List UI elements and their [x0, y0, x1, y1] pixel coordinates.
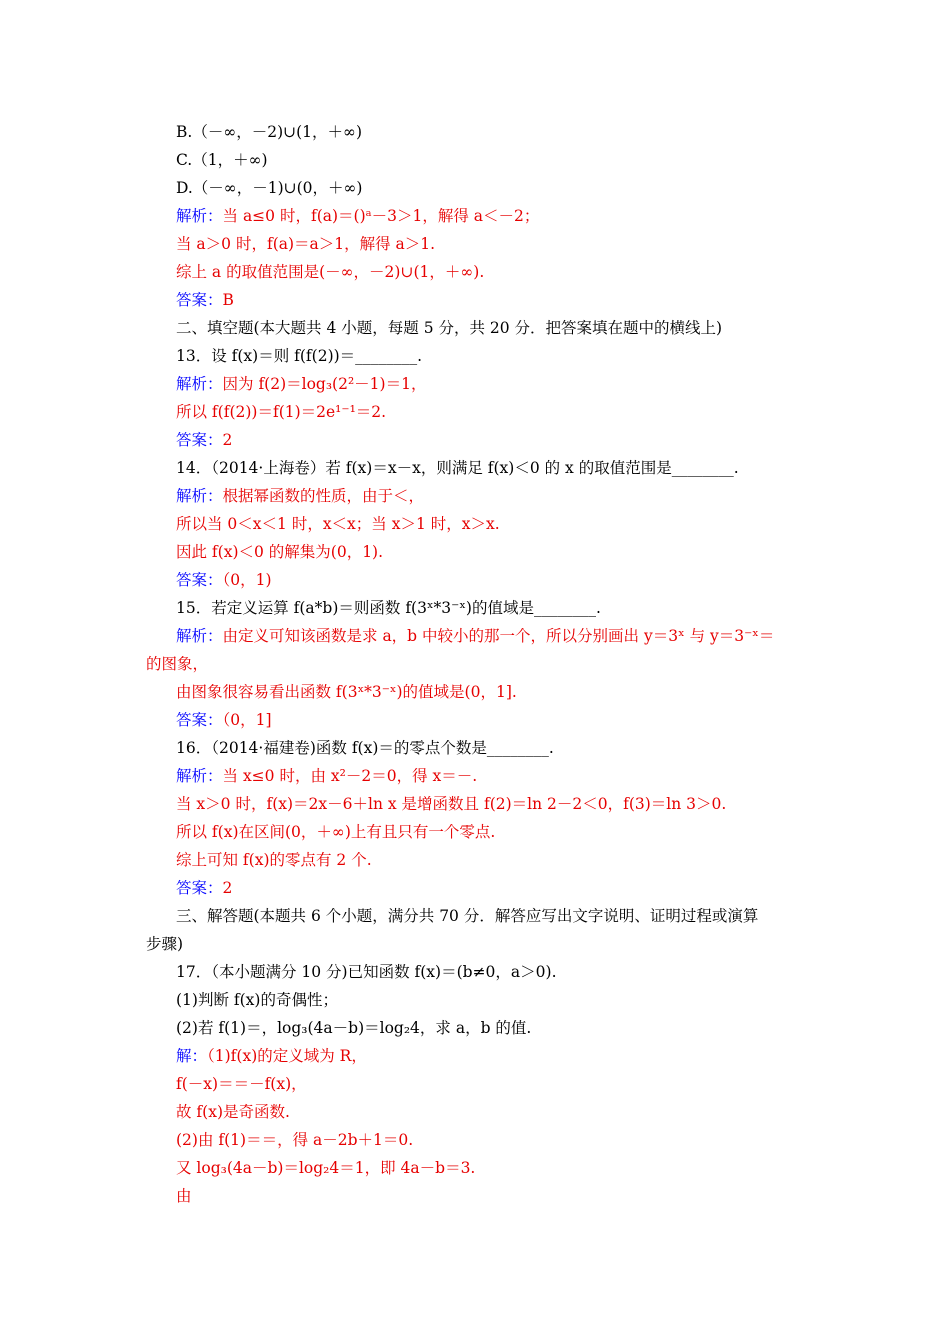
option-c: C.（1，＋∞) [176, 151, 268, 169]
section-heading: 二、填空题(本大题共 4 小题，每题 5 分，共 20 分．把答案填在题中的横线上) [176, 319, 723, 337]
question-17-part1: (1)判断 f(x)的奇偶性； [176, 991, 338, 1009]
question-14: 14．（2014·上海卷）若 f(x)＝x－x，则满足 f(x)＜0 的 x 的取值范围是________. [176, 459, 739, 477]
question-17: 17．（本小题满分 10 分)已知函数 f(x)＝(b≠0，a＞0). [176, 963, 557, 981]
analysis-line: 所以 f(f(2))＝f(1)＝2e¹⁻¹＝2. [176, 403, 387, 421]
question-13: 13．设 f(x)＝则 f(f(2))＝________. [176, 347, 423, 365]
solution-line: 解：（1)f(x)的定义域为 R， [176, 1047, 367, 1065]
solution-line: 由 [176, 1187, 192, 1205]
option-d: D.（－∞，－1)∪(0，＋∞) [176, 179, 363, 197]
analysis-line: 解析：当 x≤0 时，由 x²－2＝0，得 x＝－. [176, 767, 478, 785]
analysis-line: 的图象， [146, 655, 209, 673]
question-15: 15．若定义运算 f(a*b)＝则函数 f(3ˣ*3⁻ˣ)的值域是________. [176, 599, 601, 617]
analysis-line: 解析：当 a≤0 时，f(a)＝()ᵃ－3＞1，解得 a＜－2； [176, 207, 540, 225]
analysis-line: 当 a＞0 时，f(a)＝a＞1，解得 a＞1. [176, 235, 436, 253]
analysis-line: 解析：根据幂函数的性质，由于＜， [176, 487, 425, 505]
analysis-line: 综上 a 的取值范围是(－∞，－2)∪(1，＋∞). [176, 263, 485, 281]
analysis-line: 因此 f(x)＜0 的解集为(0，1). [176, 543, 384, 561]
analysis-line: 所以当 0＜x＜1 时，x＜x；当 x＞1 时，x＞x. [176, 515, 500, 533]
answer-line: 答案：2 [176, 431, 233, 449]
answer-line: 答案：（0，1) [176, 571, 272, 589]
question-17-part2: (2)若 f(1)＝，log₃(4a－b)＝log₂4，求 a，b 的值. [176, 1019, 532, 1037]
option-b: B.（－∞，－2)∪(1，＋∞) [176, 123, 362, 141]
analysis-line: 综上可知 f(x)的零点有 2 个. [176, 851, 372, 869]
section-heading-cont: 步骤) [146, 935, 184, 953]
answer-line: 答案：B [176, 291, 234, 309]
analysis-line: 当 x＞0 时，f(x)＝2x－6＋ln x 是增函数且 f(2)＝ln 2－2＜0，f(3)＝ln 3＞0. [176, 795, 727, 813]
analysis-line: 解析：由定义可知该函数是求 a，b 中较小的那一个，所以分别画出 y＝3ˣ 与 y＝3⁻ˣ＝ [176, 627, 775, 645]
solution-line: 故 f(x)是奇函数. [176, 1103, 290, 1121]
answer-line: 答案：2 [176, 879, 233, 897]
section-heading: 三、解答题(本题共 6 个小题，满分共 70 分．解答应写出文字说明、证明过程或演算 [176, 907, 759, 925]
question-16: 16．（2014·福建卷)函数 f(x)＝的零点个数是________. [176, 739, 554, 757]
analysis-line: 由图象很容易看出函数 f(3ˣ*3⁻ˣ)的值域是(0，1]. [176, 683, 517, 701]
solution-line: 又 log₃(4a－b)＝log₂4＝1，即 4a－b＝3. [176, 1159, 476, 1177]
answer-line: 答案：（0，1] [176, 711, 272, 729]
analysis-line: 解析：因为 f(2)＝log₃(2²－1)＝1， [176, 375, 427, 393]
solution-line: f(－x)＝＝－f(x)， [176, 1075, 307, 1093]
analysis-line: 所以 f(x)在区间(0，＋∞)上有且只有一个零点. [176, 823, 496, 841]
solution-line: (2)由 f(1)＝＝，得 a－2b＋1＝0. [176, 1131, 414, 1149]
